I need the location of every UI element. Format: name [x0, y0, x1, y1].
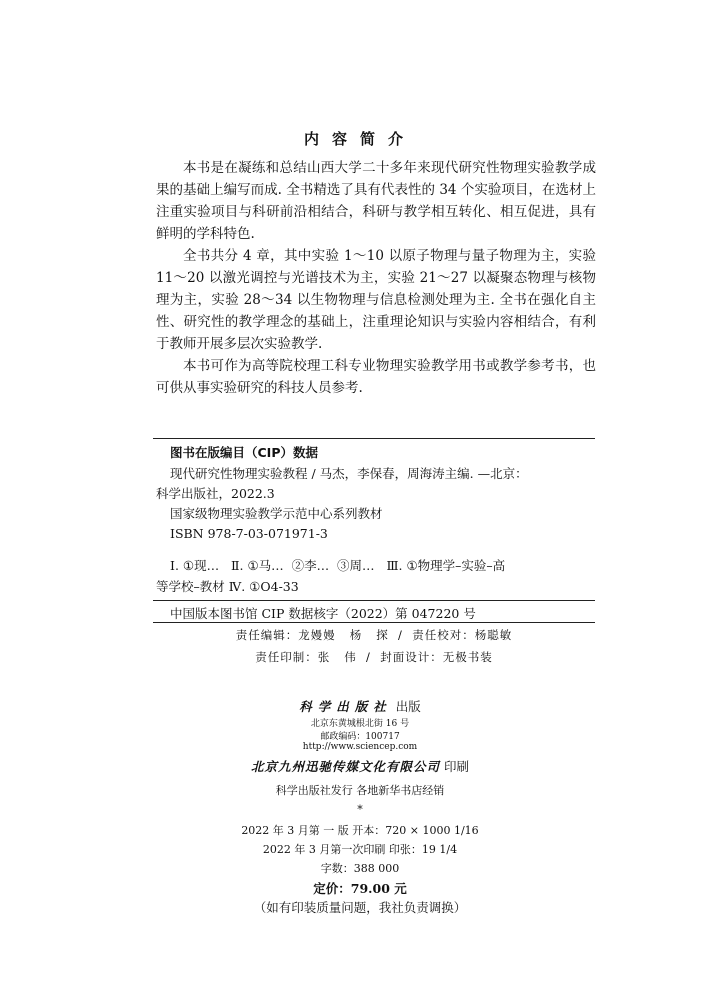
- summary-paragraph-3: 本书可作为高等院校理工科专业物理实验教学用书或教学参考书，也可供从事实验研究的科技人员参考.: [156, 358, 596, 396]
- separator-asterisk: *: [357, 803, 363, 816]
- publisher-postcode: 邮政编码：100717: [320, 732, 400, 742]
- quality-notice: （如有印装质量问题，我社负责调换）: [253, 900, 467, 915]
- publisher-line: [0, 697, 720, 715]
- cip-title-line-1: 现代研究性物理实验教程 / 马杰，李保春，周海涛主编. —北京：: [170, 466, 528, 481]
- cip-bottom-rule: [153, 622, 595, 623]
- word-count: 字数：388 000: [320, 862, 400, 875]
- cip-record: [156, 464, 596, 544]
- cip-isbn: ISBN 978-7-03-071971-3: [170, 526, 328, 541]
- publisher-address: 北京东黄城根北街 16 号: [310, 719, 410, 729]
- edition-line: 2022 年 3 月第 一 版 开本：720 × 1000 1/16: [241, 824, 479, 837]
- cip-series: 国家级物理实验教学示范中心系列教材: [170, 506, 383, 521]
- printer-suffix: 印刷: [443, 759, 469, 774]
- publisher-name: 科学出版社: [299, 699, 392, 714]
- printer-line: [0, 757, 720, 775]
- cip-heading: 图书在版编目（CIP）数据: [170, 445, 318, 460]
- cip-classification-line-1: Ⅰ. ①现… Ⅱ. ①马… ②李… ③周… Ⅲ. ①物理学–实验–高: [170, 558, 506, 573]
- credits-editors: 责任编辑：龙嫚嫚 杨 探 / 责任校对：杨聪敏: [235, 628, 513, 642]
- cip-top-rule: [153, 438, 595, 439]
- summary-paragraph-2: 全书共分 4 章，其中实验 1～10 以原子物理与量子物理为主，实验 11～20 以激光调控与光谱技术为主，实验 21～27 以凝聚态物理与核物理为主，实验 28～34 以生物物理与信息检测处理为主. 全书在强化自主性、研究性的教学理念的基础上，注重理论知识与实验内容相结合，有利于教师开展多层次实验教学.: [156, 248, 596, 352]
- cip-classification: [156, 555, 596, 597]
- publisher-suffix: 出版: [395, 699, 421, 714]
- cip-middle-rule: [153, 600, 595, 601]
- content-summary: [156, 157, 596, 399]
- price: 定价：79.00 元: [313, 881, 407, 896]
- summary-paragraph-1: 本书是在凝练和总结山西大学二十多年来现代研究性物理实验教学成果的基础上编写而成. 全书精选了具有代表性的 34 个实验项目，在选材上注重实验项目与科研前沿相结合，科研与教学相互转化、相互促进，具有鲜明的学科特色.: [156, 160, 596, 242]
- page-title: 内容简介: [303, 130, 416, 148]
- printer-name: 北京九州迅驰传媒文化有限公司: [250, 759, 440, 774]
- credits-production: 责任印制：张 伟 / 封面设计：无极书装: [255, 650, 493, 664]
- cip-title-line-2: 科学出版社，2022.3: [156, 486, 275, 501]
- cip-classification-line-2: 等学校–教材 Ⅳ. ①O4-33: [156, 579, 299, 594]
- publisher-website: http://www.sciencep.com: [302, 742, 418, 752]
- printing-line: 2022 年 3 月第一次印刷 印张：19 1/4: [262, 843, 458, 856]
- distribution-line: 科学出版社发行 各地新华书店经销: [275, 784, 445, 797]
- cip-record-number: 中国版本图书馆 CIP 数据核字（2022）第 047220 号: [170, 606, 476, 621]
